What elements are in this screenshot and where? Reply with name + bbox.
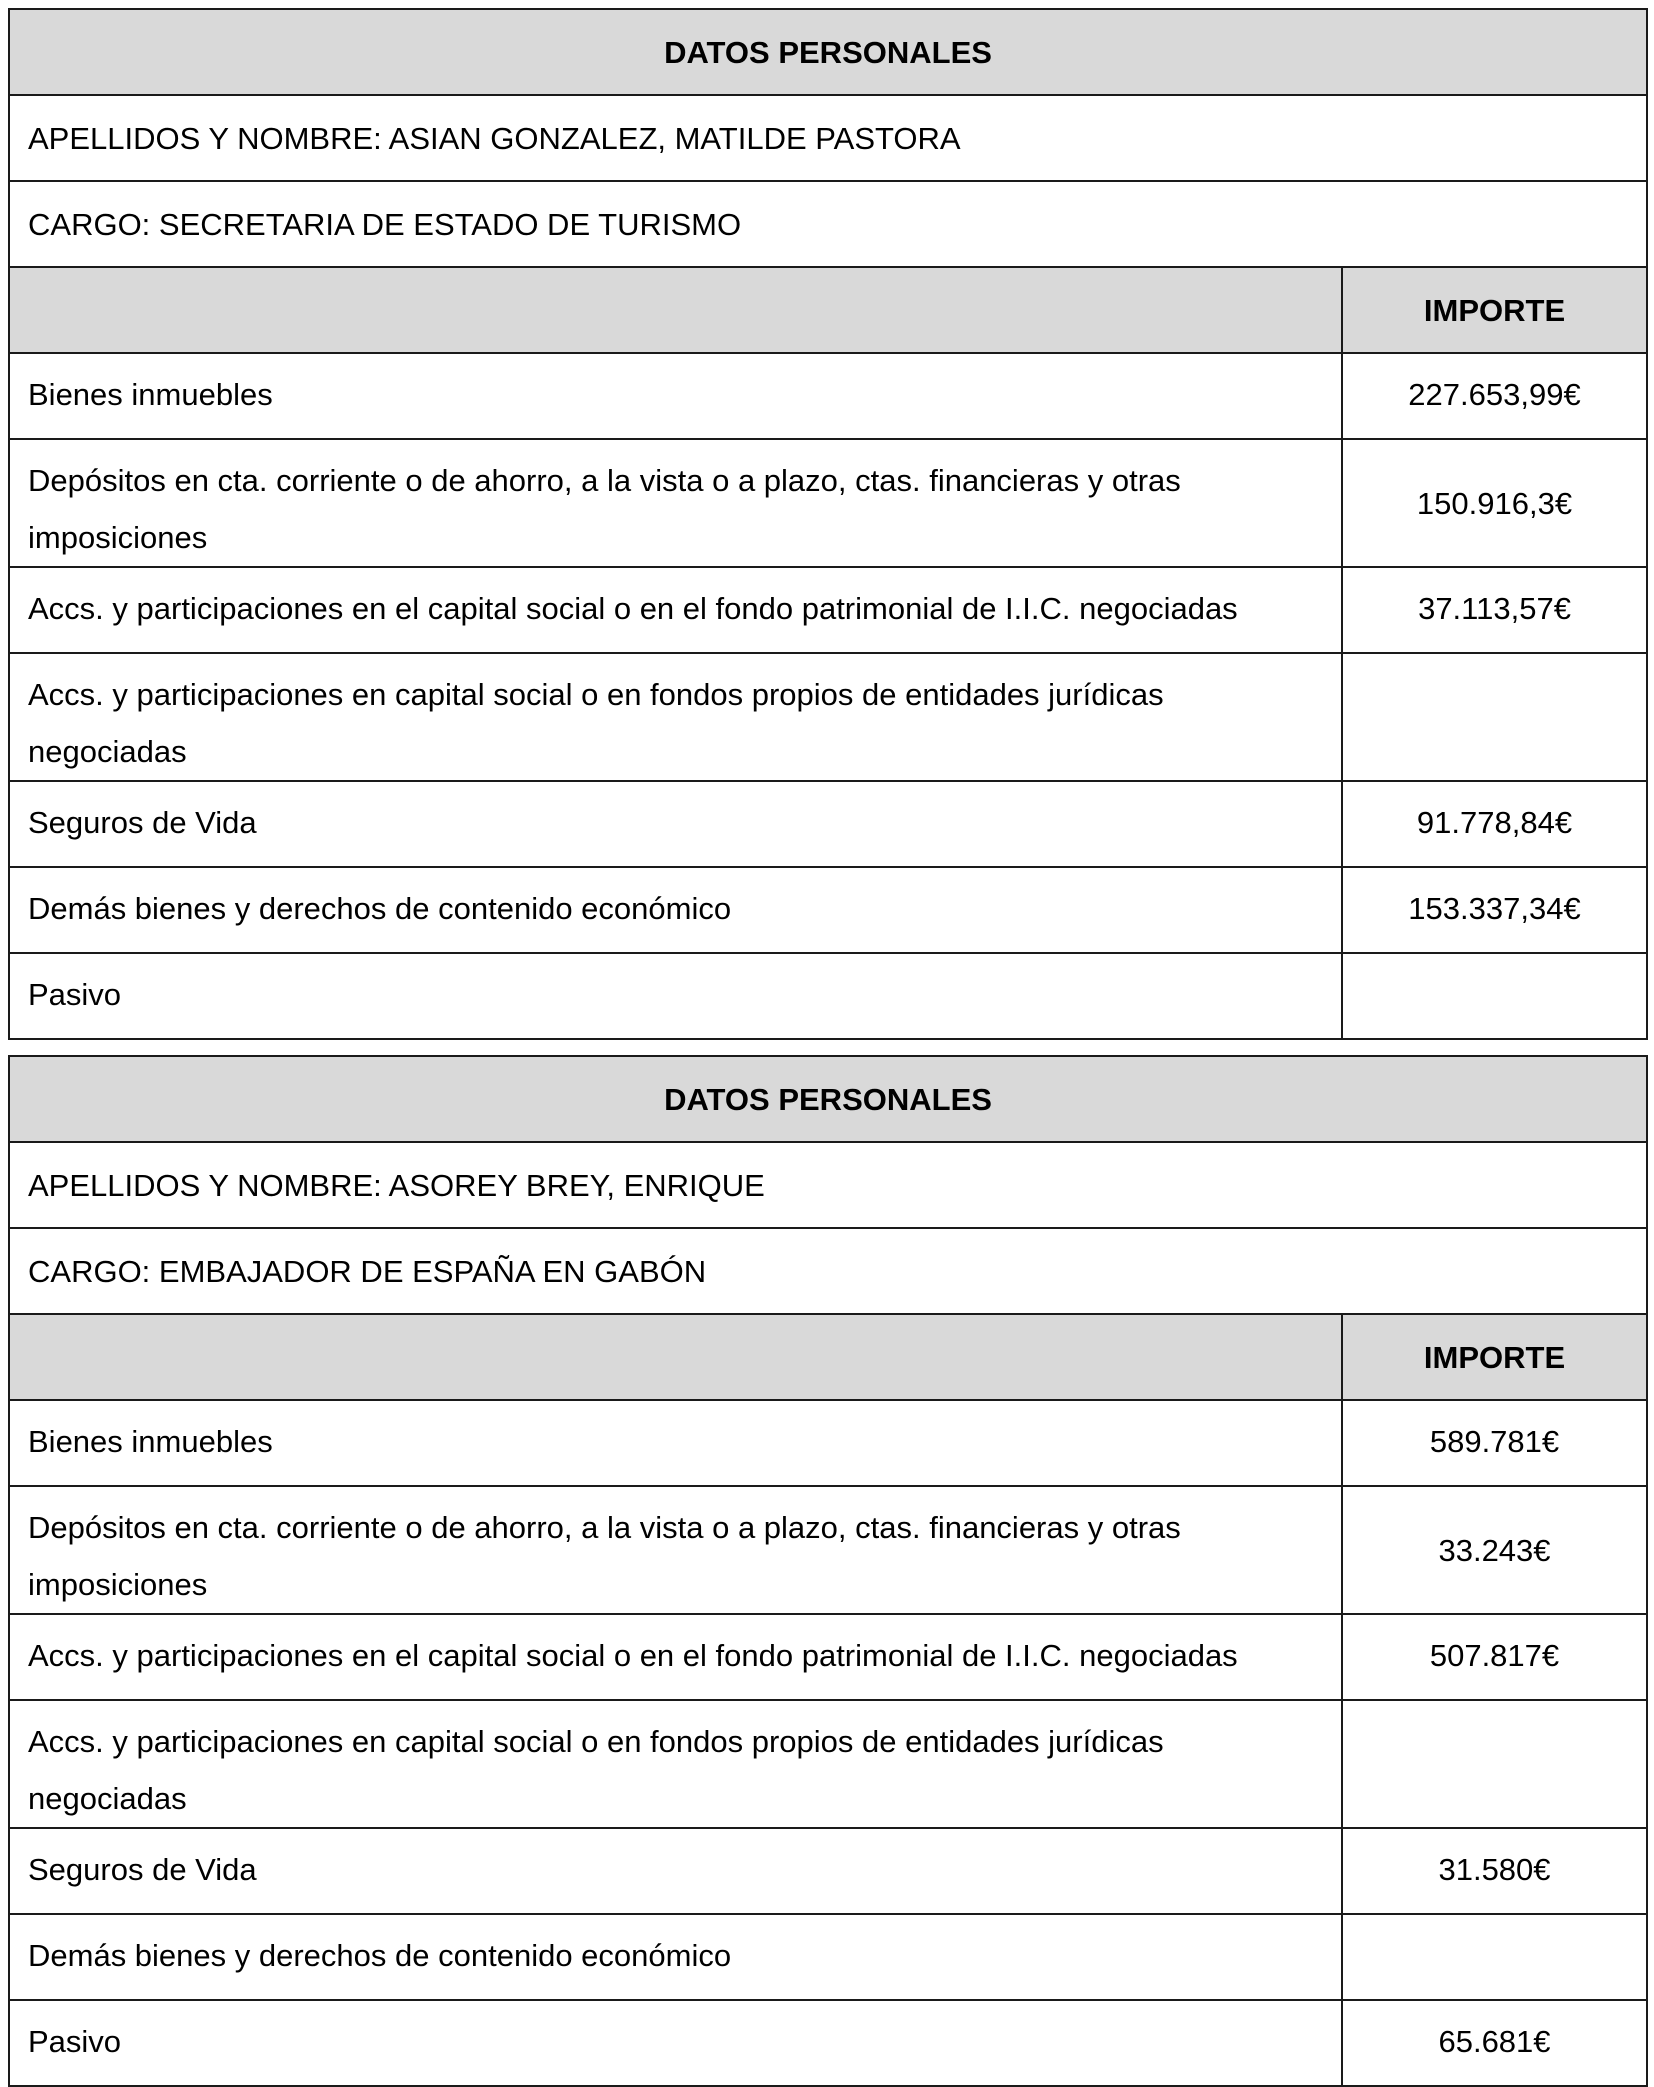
table-row [9, 1700, 1647, 1828]
asset-amount [1342, 1914, 1647, 2000]
asset-amount: 37.113,57€ [1342, 567, 1647, 653]
section-header: DATOS PERSONALES [9, 9, 1647, 95]
asset-label: Pasivo [9, 2000, 1342, 2086]
section-header-row [9, 1056, 1647, 1142]
asset-label: Bienes inmuebles [9, 353, 1342, 439]
asset-label: Accs. y participaciones en capital social o en fondos propios de entidades jurídicas negociadas [9, 1700, 1342, 1828]
asset-amount: 31.580€ [1342, 1828, 1647, 1914]
table-row [9, 439, 1647, 567]
amount-column-header: IMPORTE [1342, 1314, 1647, 1400]
table-row [9, 1914, 1647, 2000]
table-row [9, 1486, 1647, 1614]
position-row [9, 1228, 1647, 1314]
position-field: CARGO: SECRETARIA DE ESTADO DE TURISMO [9, 181, 1647, 267]
asset-label: Accs. y participaciones en el capital social o en el fondo patrimonial de I.I.C. negociadas [9, 567, 1342, 653]
asset-declaration-table [8, 1055, 1648, 2087]
position-field: CARGO: EMBAJADOR DE ESPAÑA EN GABÓN [9, 1228, 1647, 1314]
table-row [9, 1614, 1647, 1700]
full-name-field: APELLIDOS Y NOMBRE: ASOREY BREY, ENRIQUE [9, 1142, 1647, 1228]
asset-amount: 33.243€ [1342, 1486, 1647, 1614]
asset-label: Depósitos en cta. corriente o de ahorro, a la vista o a plazo, ctas. financieras y otras imposiciones [9, 1486, 1342, 1614]
table-row [9, 653, 1647, 781]
asset-declaration-table [8, 8, 1648, 1040]
section-header-row [9, 9, 1647, 95]
name-row [9, 1142, 1647, 1228]
asset-amount: 91.778,84€ [1342, 781, 1647, 867]
asset-amount: 153.337,34€ [1342, 867, 1647, 953]
table-row [9, 953, 1647, 1039]
asset-amount: 227.653,99€ [1342, 353, 1647, 439]
asset-label: Demás bienes y derechos de contenido económico [9, 1914, 1342, 2000]
asset-label: Bienes inmuebles [9, 1400, 1342, 1486]
position-row [9, 181, 1647, 267]
asset-amount: 150.916,3€ [1342, 439, 1647, 567]
asset-amount: 507.817€ [1342, 1614, 1647, 1700]
amount-column-header: IMPORTE [1342, 267, 1647, 353]
asset-amount: 65.681€ [1342, 2000, 1647, 2086]
full-name-field: APELLIDOS Y NOMBRE: ASIAN GONZALEZ, MATILDE PASTORA [9, 95, 1647, 181]
table-row [9, 1828, 1647, 1914]
asset-label: Depósitos en cta. corriente o de ahorro, a la vista o a plazo, ctas. financieras y otras imposiciones [9, 439, 1342, 567]
label-column-header [9, 1314, 1342, 1400]
table-row [9, 867, 1647, 953]
table-row [9, 353, 1647, 439]
asset-label: Seguros de Vida [9, 1828, 1342, 1914]
column-header-row [9, 1314, 1647, 1400]
name-row [9, 95, 1647, 181]
asset-amount [1342, 953, 1647, 1039]
asset-label: Demás bienes y derechos de contenido económico [9, 867, 1342, 953]
asset-amount: 589.781€ [1342, 1400, 1647, 1486]
asset-label: Pasivo [9, 953, 1342, 1039]
asset-label: Accs. y participaciones en capital social o en fondos propios de entidades jurídicas negociadas [9, 653, 1342, 781]
column-header-row [9, 267, 1647, 353]
asset-amount [1342, 653, 1647, 781]
table-row [9, 2000, 1647, 2086]
asset-label: Accs. y participaciones en el capital social o en el fondo patrimonial de I.I.C. negociadas [9, 1614, 1342, 1700]
section-header: DATOS PERSONALES [9, 1056, 1647, 1142]
table-row [9, 1400, 1647, 1486]
table-row [9, 567, 1647, 653]
asset-amount [1342, 1700, 1647, 1828]
asset-label: Seguros de Vida [9, 781, 1342, 867]
table-row [9, 781, 1647, 867]
label-column-header [9, 267, 1342, 353]
